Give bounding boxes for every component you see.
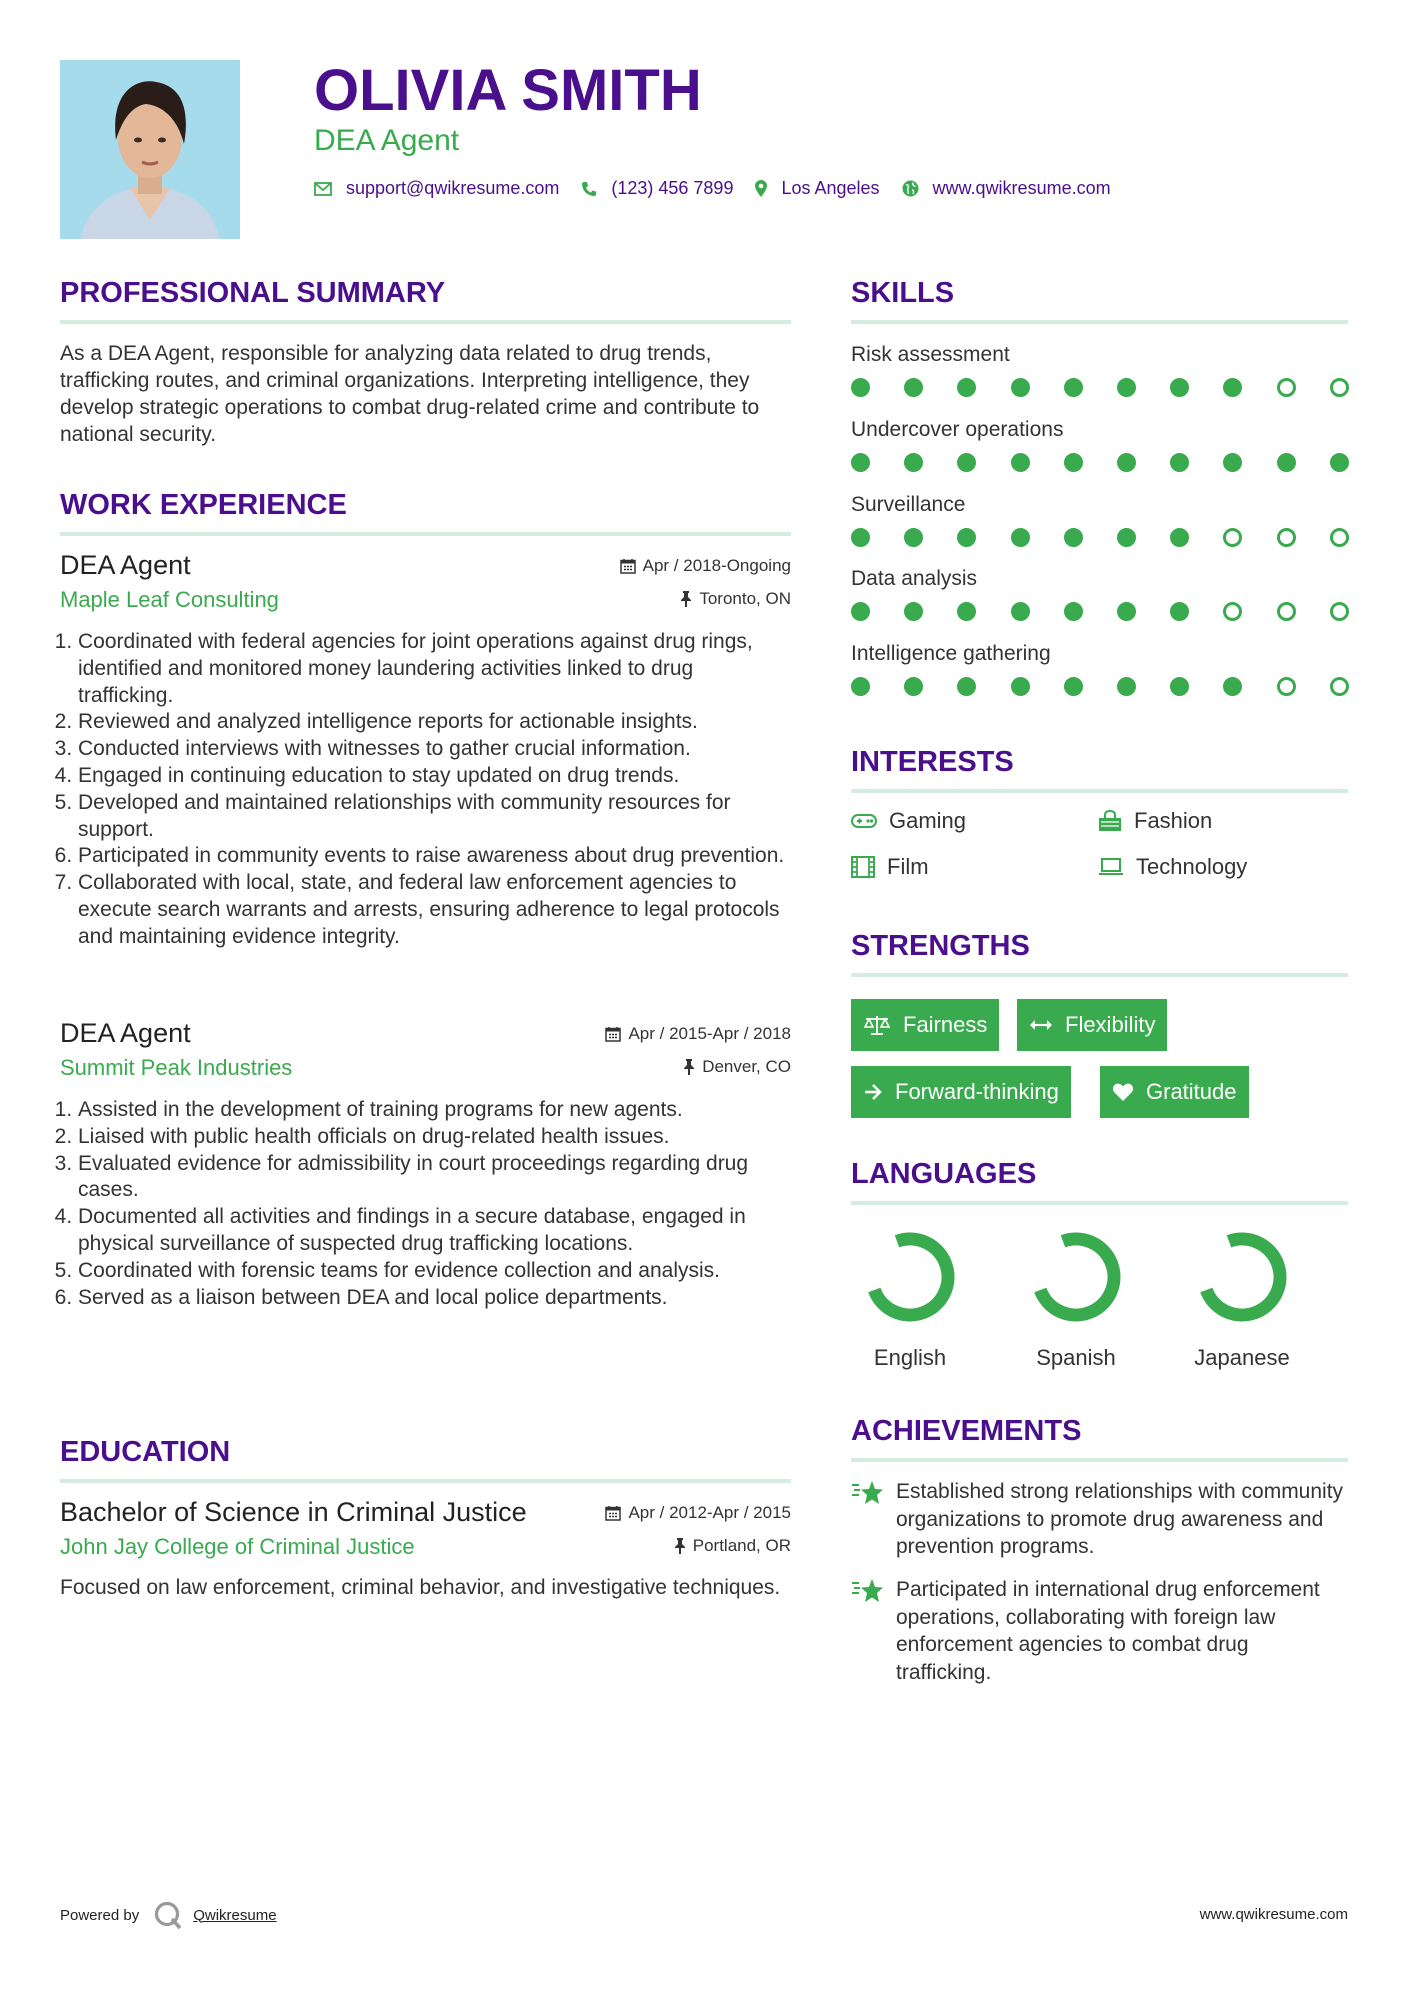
strength-label: Forward-thinking (895, 1079, 1059, 1104)
brand-link[interactable]: Qwikresume (193, 1906, 277, 1924)
heart-icon (1112, 1082, 1134, 1102)
education-entry (60, 1497, 791, 1601)
skill-name: Intelligence gathering (851, 642, 1051, 665)
film-icon (851, 856, 875, 878)
skill-dot-filled (1064, 602, 1083, 621)
interest-label: Technology (1136, 854, 1248, 879)
interest-label: Fashion (1134, 808, 1213, 833)
skill-dot-filled (851, 453, 870, 472)
language-name: Spanish (1036, 1345, 1116, 1370)
skill-dot-empty (1223, 602, 1242, 621)
profile-photo (60, 60, 240, 239)
education-dates-text: Apr / 2012-Apr / 2015 (628, 1503, 791, 1522)
contact-phone-text: (123) 456 7899 (611, 178, 734, 198)
globe-icon (902, 180, 919, 197)
achievements-section (851, 1414, 1348, 1462)
language-name: Japanese (1194, 1345, 1290, 1370)
candidate-name: OLIVIA SMITH (314, 58, 702, 123)
skill-dot-filled (1223, 378, 1242, 397)
summary-heading: PROFESSIONAL SUMMARY (60, 277, 446, 309)
language-proficiency-ring (1187, 1222, 1297, 1332)
skill-dot-filled (1011, 453, 1030, 472)
achievement-text: Established strong relationships with community organizations to promote drug awareness and prevention programs. (896, 1480, 1344, 1558)
list-item: 3. Conducted interviews with witnesses to gather crucial information. (78, 736, 791, 763)
section-divider (60, 532, 791, 536)
job-title: DEA Agent (60, 550, 191, 580)
skill-dot-filled (957, 602, 976, 621)
list-item: 4. Documented all activities and findings in a secure database, engaged in physical surveillance of suspected drug trafficking locations. (78, 1204, 791, 1258)
contact-website-text: www.qwikresume.com (932, 178, 1111, 198)
strength-badge (851, 999, 999, 1051)
skill-dot-empty (1277, 677, 1296, 696)
shopping-bag-icon (1098, 810, 1122, 832)
laptop-icon (1098, 858, 1124, 876)
skill-dot-filled (1277, 453, 1296, 472)
skill-dot-filled (957, 453, 976, 472)
skill-dot-filled (1223, 677, 1242, 696)
skill-dot-empty (1330, 602, 1349, 621)
skill-dot-filled (1117, 602, 1136, 621)
job-dates (620, 556, 791, 576)
job-dates-text: Apr / 2018-Ongoing (642, 556, 791, 575)
skill-dot-filled (851, 528, 870, 547)
job-location (680, 589, 791, 609)
job-location (683, 1057, 791, 1077)
job-location-text: Denver, CO (702, 1057, 791, 1076)
skill-row (851, 342, 1348, 398)
skill-dot-filled (1223, 453, 1242, 472)
education-dates (605, 1503, 791, 1523)
skill-dot-filled (1011, 528, 1030, 547)
summary-text: As a DEA Agent, responsible for analyzing data related to drug trends, trafficking routes, and criminal organizations. Interpreting intelligence, they develop strategic operations to combat drug-related crime and contribute to national security. (60, 342, 760, 446)
skill-name: Data analysis (851, 567, 978, 590)
list-item: 2. Reviewed and analyzed intelligence reports for actionable insights. (78, 709, 791, 736)
pin-icon (674, 1538, 686, 1554)
skill-name: Risk assessment (851, 343, 1010, 366)
skill-dot-empty (1330, 528, 1349, 547)
envelope-icon (314, 182, 332, 196)
pin-icon (680, 591, 692, 607)
skill-dot-filled (1117, 528, 1136, 547)
skill-dot-filled (957, 677, 976, 696)
skill-dot-empty (1277, 602, 1296, 621)
skill-dot-filled (957, 378, 976, 397)
strength-label: Flexibility (1065, 1012, 1156, 1037)
contact-location (755, 178, 879, 199)
skill-dot-filled (1170, 378, 1189, 397)
skill-dot-filled (904, 528, 923, 547)
language-proficiency-ring (1021, 1222, 1131, 1332)
skill-dot-filled (1011, 677, 1030, 696)
degree: Bachelor of Science in Criminal Justice (60, 1497, 527, 1527)
calendar-icon (620, 558, 636, 574)
gamepad-icon (851, 813, 877, 829)
skill-rating (851, 528, 1348, 548)
skill-row (851, 492, 1348, 548)
section-divider (851, 1201, 1348, 1205)
skill-dot-filled (904, 602, 923, 621)
job-entry (60, 1018, 791, 1311)
calendar-icon (605, 1026, 621, 1042)
skill-dot-filled (1170, 677, 1189, 696)
language-item (855, 1222, 965, 1371)
footer-powered-by (60, 1900, 277, 1930)
education-location (674, 1536, 791, 1556)
list-item: 1. Assisted in the development of training programs for new agents. (78, 1097, 791, 1124)
list-item: 3. Evaluated evidence for admissibility in court proceedings regarding drug cases. (78, 1151, 791, 1205)
skill-dot-filled (1117, 453, 1136, 472)
summary-section (60, 276, 791, 448)
skill-dot-empty (1330, 677, 1349, 696)
skill-dot-empty (1277, 528, 1296, 547)
interest-item (1098, 808, 1212, 834)
skill-dot-filled (851, 602, 870, 621)
section-divider (851, 320, 1348, 324)
section-divider (851, 973, 1348, 977)
languages-section (851, 1157, 1348, 1205)
job-company: Maple Leaf Consulting (60, 587, 279, 612)
candidate-title: DEA Agent (314, 124, 460, 157)
job-company: Summit Peak Industries (60, 1055, 293, 1080)
interest-item (1098, 854, 1247, 880)
skill-dot-filled (1064, 453, 1083, 472)
strength-badge (1100, 1066, 1249, 1118)
skill-dot-filled (851, 677, 870, 696)
powered-by-label: Powered by (60, 1906, 140, 1924)
skill-dot-empty (1277, 378, 1296, 397)
skill-row (851, 641, 1348, 697)
section-divider (60, 1479, 791, 1483)
education-location-text: Portland, OR (692, 1536, 791, 1555)
skill-dot-filled (904, 677, 923, 696)
job-dates (605, 1024, 791, 1044)
skill-dot-filled (1064, 528, 1083, 547)
list-item: 5. Developed and maintained relationships with community resources for support. (78, 790, 791, 844)
skill-rating (851, 602, 1348, 622)
interest-label: Gaming (889, 808, 967, 833)
interest-label: Film (887, 854, 929, 879)
contact-email[interactable] (314, 178, 559, 199)
interests-section (851, 745, 1348, 793)
interest-item (851, 854, 929, 880)
skill-row (851, 566, 1348, 622)
star-icon (851, 1578, 884, 1604)
contact-bar (314, 178, 1133, 199)
qwikresume-logo-icon (153, 1900, 183, 1930)
school: John Jay College of Criminal Justice (60, 1534, 415, 1559)
job-title: DEA Agent (60, 1018, 191, 1048)
skill-rating (851, 677, 1348, 697)
education-description: Focused on law enforcement, criminal behavior, and investigative techniques. (60, 1576, 781, 1599)
achievements-heading: ACHIEVEMENTS (851, 1415, 1082, 1447)
skill-dot-filled (1170, 528, 1189, 547)
list-item: 5. Coordinated with forensic teams for evidence collection and analysis. (78, 1258, 791, 1285)
list-item: 7. Collaborated with local, state, and federal law enforcement agencies to execute search warrants and arrests, ensuring adherence to legal protocols and maintaining evidence integrity. (78, 870, 791, 950)
contact-email-text: support@qwikresume.com (346, 178, 560, 198)
star-icon (851, 1480, 884, 1506)
job-location-text: Toronto, ON (699, 589, 791, 608)
phone-icon (581, 181, 597, 197)
list-item: 4. Engaged in continuing education to stay updated on drug trends. (78, 763, 791, 790)
job-entry (60, 550, 791, 951)
skill-rating (851, 378, 1348, 398)
education-heading: EDUCATION (60, 1436, 231, 1468)
arrows-horizontal-icon (1029, 1018, 1053, 1032)
interest-item (851, 808, 966, 834)
strength-badge (1017, 999, 1167, 1051)
skill-dot-empty (1330, 378, 1349, 397)
list-item: 6. Served as a liaison between DEA and local police departments. (78, 1285, 791, 1312)
arrow-right-icon (863, 1083, 883, 1101)
language-item (1021, 1222, 1131, 1371)
strength-label: Gratitude (1146, 1079, 1237, 1104)
interests-heading: INTERESTS (851, 746, 1014, 778)
strengths-heading: STRENGTHS (851, 930, 1030, 962)
achievement-item (851, 1576, 1348, 1686)
calendar-icon (605, 1505, 621, 1521)
skill-dot-filled (904, 378, 923, 397)
contact-phone[interactable] (581, 178, 733, 199)
section-divider (851, 1458, 1348, 1462)
skill-dot-filled (851, 378, 870, 397)
contact-location-text: Los Angeles (781, 178, 880, 198)
pin-icon (683, 1059, 695, 1075)
job-duties-list (60, 1097, 791, 1311)
contact-website[interactable] (902, 178, 1111, 199)
skills-heading: SKILLS (851, 277, 955, 309)
skill-rating (851, 453, 1348, 473)
list-item: 1. Coordinated with federal agencies for joint operations against drug rings, identified and monitored money laundering activities linked to drug trafficking. (78, 629, 791, 709)
skill-dot-filled (957, 528, 976, 547)
skill-dot-filled (1330, 453, 1349, 472)
section-divider (60, 320, 791, 324)
language-item (1187, 1222, 1297, 1371)
footer-url[interactable]: www.qwikresume.com (1199, 1906, 1348, 1923)
skill-dot-filled (1064, 378, 1083, 397)
section-divider (851, 789, 1348, 793)
skill-dot-filled (1170, 602, 1189, 621)
experience-heading: WORK EXPERIENCE (60, 489, 347, 521)
skill-dot-empty (1223, 528, 1242, 547)
skill-dot-filled (1011, 378, 1030, 397)
skill-name: Undercover operations (851, 418, 1064, 441)
skill-dot-filled (1011, 602, 1030, 621)
job-duties-list (60, 629, 791, 951)
language-name: English (873, 1345, 947, 1370)
languages-heading: LANGUAGES (851, 1158, 1037, 1190)
strength-label: Fairness (903, 1012, 988, 1037)
skill-dot-filled (1064, 677, 1083, 696)
skill-dot-filled (1117, 378, 1136, 397)
list-item: 2. Liaised with public health officials on drug-related health issues. (78, 1124, 791, 1151)
list-item: 6. Participated in community events to raise awareness about drug prevention. (78, 843, 791, 870)
strength-badge (851, 1066, 1071, 1118)
skill-dot-filled (904, 453, 923, 472)
skill-row (851, 417, 1348, 473)
strengths-section (851, 929, 1348, 977)
education-section (60, 1435, 791, 1483)
language-proficiency-ring (855, 1222, 965, 1332)
balance-scale-icon (863, 1014, 891, 1036)
achievement-item (851, 1478, 1348, 1561)
skill-dot-filled (1117, 677, 1136, 696)
job-dates-text: Apr / 2015-Apr / 2018 (628, 1024, 791, 1043)
skill-dot-filled (1170, 453, 1189, 472)
skill-name: Surveillance (851, 493, 966, 516)
experience-section (60, 488, 791, 536)
skills-section (851, 276, 1348, 324)
map-marker-icon (755, 180, 767, 197)
achievement-text: Participated in international drug enforcement operations, collaborating with foreign law enforcement agencies to combat drug trafficking. (896, 1578, 1320, 1684)
